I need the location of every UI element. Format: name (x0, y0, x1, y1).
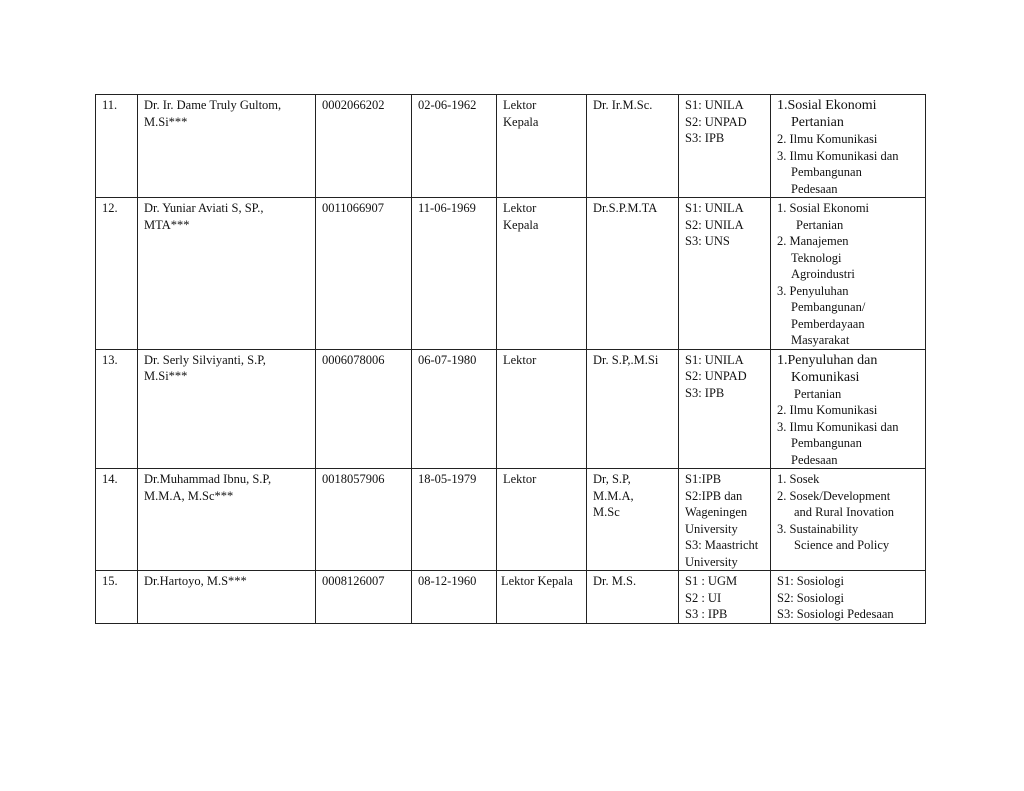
education-line: Wageningen (685, 505, 748, 519)
education-line: S1:IPB (685, 472, 722, 486)
degree-line: M.Sc (593, 505, 620, 519)
lecturer-name (138, 349, 316, 469)
position-line: Lektor (503, 472, 537, 486)
education-line: S1: UNILA (685, 98, 744, 112)
degree (587, 469, 679, 571)
lecturer-name (138, 198, 316, 350)
education-line: S3 : IPB (685, 607, 728, 621)
education (679, 469, 771, 571)
field-line: S1: Sosiologi (777, 574, 845, 588)
field-line: Pembangunan (791, 436, 862, 450)
field-line: 1. Sosial Ekonomi (777, 201, 870, 215)
academic-position (497, 95, 587, 198)
education-line: S3: UNS (685, 234, 730, 248)
position-line: Lektor (503, 352, 537, 367)
table-row (96, 95, 926, 198)
name-line: Dr.Hartoyo, M.S*** (144, 574, 247, 588)
field-line: 2. Sosek/Development (777, 488, 891, 503)
education-line: S2:IPB dan (685, 488, 743, 503)
position-line: Lektor (503, 98, 537, 112)
education (679, 349, 771, 469)
name-line: M.M.A, M.Sc*** (144, 488, 234, 503)
birth-date: 11-06-1969 (412, 198, 497, 350)
name-line: Dr. Yuniar Aviati S, SP., (144, 201, 264, 215)
education-line: University (685, 521, 738, 536)
position-line: Kepala (503, 217, 539, 232)
education-line: S3: Maastricht (685, 538, 759, 552)
table-row (96, 349, 926, 469)
table-row (96, 469, 926, 571)
education-line: S2: UNPAD (685, 114, 747, 129)
degree-line: Dr. S.P,.M.Si (593, 352, 659, 367)
degree-line: Dr. M.S. (593, 574, 637, 588)
education-line: S2: UNPAD (685, 369, 747, 383)
field-line: Pertanian (794, 386, 842, 401)
education (679, 198, 771, 350)
nidn: 0006078006 (316, 349, 412, 469)
name-line: Dr. Ir. Dame Truly Gultom, (144, 98, 282, 112)
nidn: 0002066202 (316, 95, 412, 198)
degree-line: M.M.A, (593, 488, 634, 503)
row-number: 15. (96, 571, 138, 624)
degree-line: Dr.S.P.M.TA (593, 201, 658, 215)
field-line: 2. Ilmu Komunikasi (777, 403, 878, 417)
field-line: 3. Sustainability (777, 521, 859, 536)
birth-date: 18-05-1979 (412, 469, 497, 571)
field-of-expertise (771, 571, 926, 624)
nidn: 0018057906 (316, 469, 412, 571)
education (679, 95, 771, 198)
education-line: S1: UNILA (685, 352, 744, 367)
field-line: Agroindustri (791, 267, 855, 281)
lecturer-name (138, 571, 316, 624)
academic-position (497, 198, 587, 350)
name-line: MTA*** (144, 217, 190, 232)
field-line: Teknologi (791, 250, 842, 265)
row-number: 14. (96, 469, 138, 571)
education-line: S1 : UGM (685, 574, 738, 588)
education-line: S2 : UI (685, 590, 722, 605)
lecturer-name (138, 95, 316, 198)
name-line: Dr. Serly Silviyanti, S.P, (144, 352, 266, 367)
academic-position (497, 469, 587, 571)
field-line: S2: Sosiologi (777, 590, 845, 605)
field-line: 2. Manajemen (777, 234, 849, 248)
row-number: 12. (96, 198, 138, 350)
field-line: Pembangunan (791, 165, 862, 179)
table-row (96, 571, 926, 624)
field-of-expertise (771, 198, 926, 350)
field-of-expertise (771, 349, 926, 469)
field-of-expertise (771, 469, 926, 571)
degree-line: Dr. Ir.M.Sc. (593, 98, 653, 112)
degree (587, 198, 679, 350)
table-row (96, 198, 926, 350)
field-line: 3. Ilmu Komunikasi dan (777, 419, 899, 434)
field-line: 1.Sosial Ekonomi (777, 98, 877, 113)
field-line: 1.Penyuluhan dan (777, 352, 878, 368)
field-line: 2. Ilmu Komunikasi (777, 132, 878, 146)
lecturer-name (138, 469, 316, 571)
name-line: M.Si*** (144, 114, 188, 129)
field-line: Science and Policy (794, 538, 890, 552)
field-line: Pertanian (796, 217, 844, 232)
degree (587, 571, 679, 624)
education-line: S3: IPB (685, 131, 725, 145)
degree (587, 95, 679, 198)
birth-date: 06-07-1980 (412, 349, 497, 469)
field-line: 1. Sosek (777, 472, 820, 486)
education-line: S2: UNILA (685, 217, 744, 232)
degree (587, 349, 679, 469)
academic-position (497, 571, 587, 624)
position-line: Lektor Kepala (501, 574, 573, 588)
nidn: 0008126007 (316, 571, 412, 624)
name-line: M.Si*** (144, 369, 188, 383)
name-line: Dr.Muhammad Ibnu, S.P, (144, 472, 272, 486)
field-line: S3: Sosiologi Pedesaan (777, 607, 894, 621)
birth-date: 02-06-1962 (412, 95, 497, 198)
education (679, 571, 771, 624)
field-line: Pertanian (791, 115, 844, 130)
field-line: 3. Penyuluhan (777, 283, 849, 298)
education-line: S3: IPB (685, 385, 725, 400)
degree-line: Dr, S.P, (593, 472, 631, 486)
birth-date: 08-12-1960 (412, 571, 497, 624)
field-line: and Rural Inovation (794, 505, 894, 519)
field-of-expertise (771, 95, 926, 198)
position-line: Lektor (503, 201, 537, 215)
field-line: Masyarakat (791, 333, 850, 347)
field-line: Komunikasi (791, 369, 860, 385)
academic-position (497, 349, 587, 469)
faculty-table (95, 94, 926, 624)
field-line: Pembangunan/ (791, 300, 866, 314)
field-line: Pedesaan (791, 452, 838, 467)
row-number: 13. (96, 349, 138, 469)
education-line: University (685, 554, 738, 569)
nidn: 0011066907 (316, 198, 412, 350)
education-line: S1: UNILA (685, 201, 744, 215)
field-line: 3. Ilmu Komunikasi dan (777, 148, 899, 163)
row-number: 11. (96, 95, 138, 198)
field-line: Pedesaan (791, 181, 838, 196)
field-line: Pemberdayaan (791, 316, 865, 331)
position-line: Kepala (503, 114, 539, 129)
